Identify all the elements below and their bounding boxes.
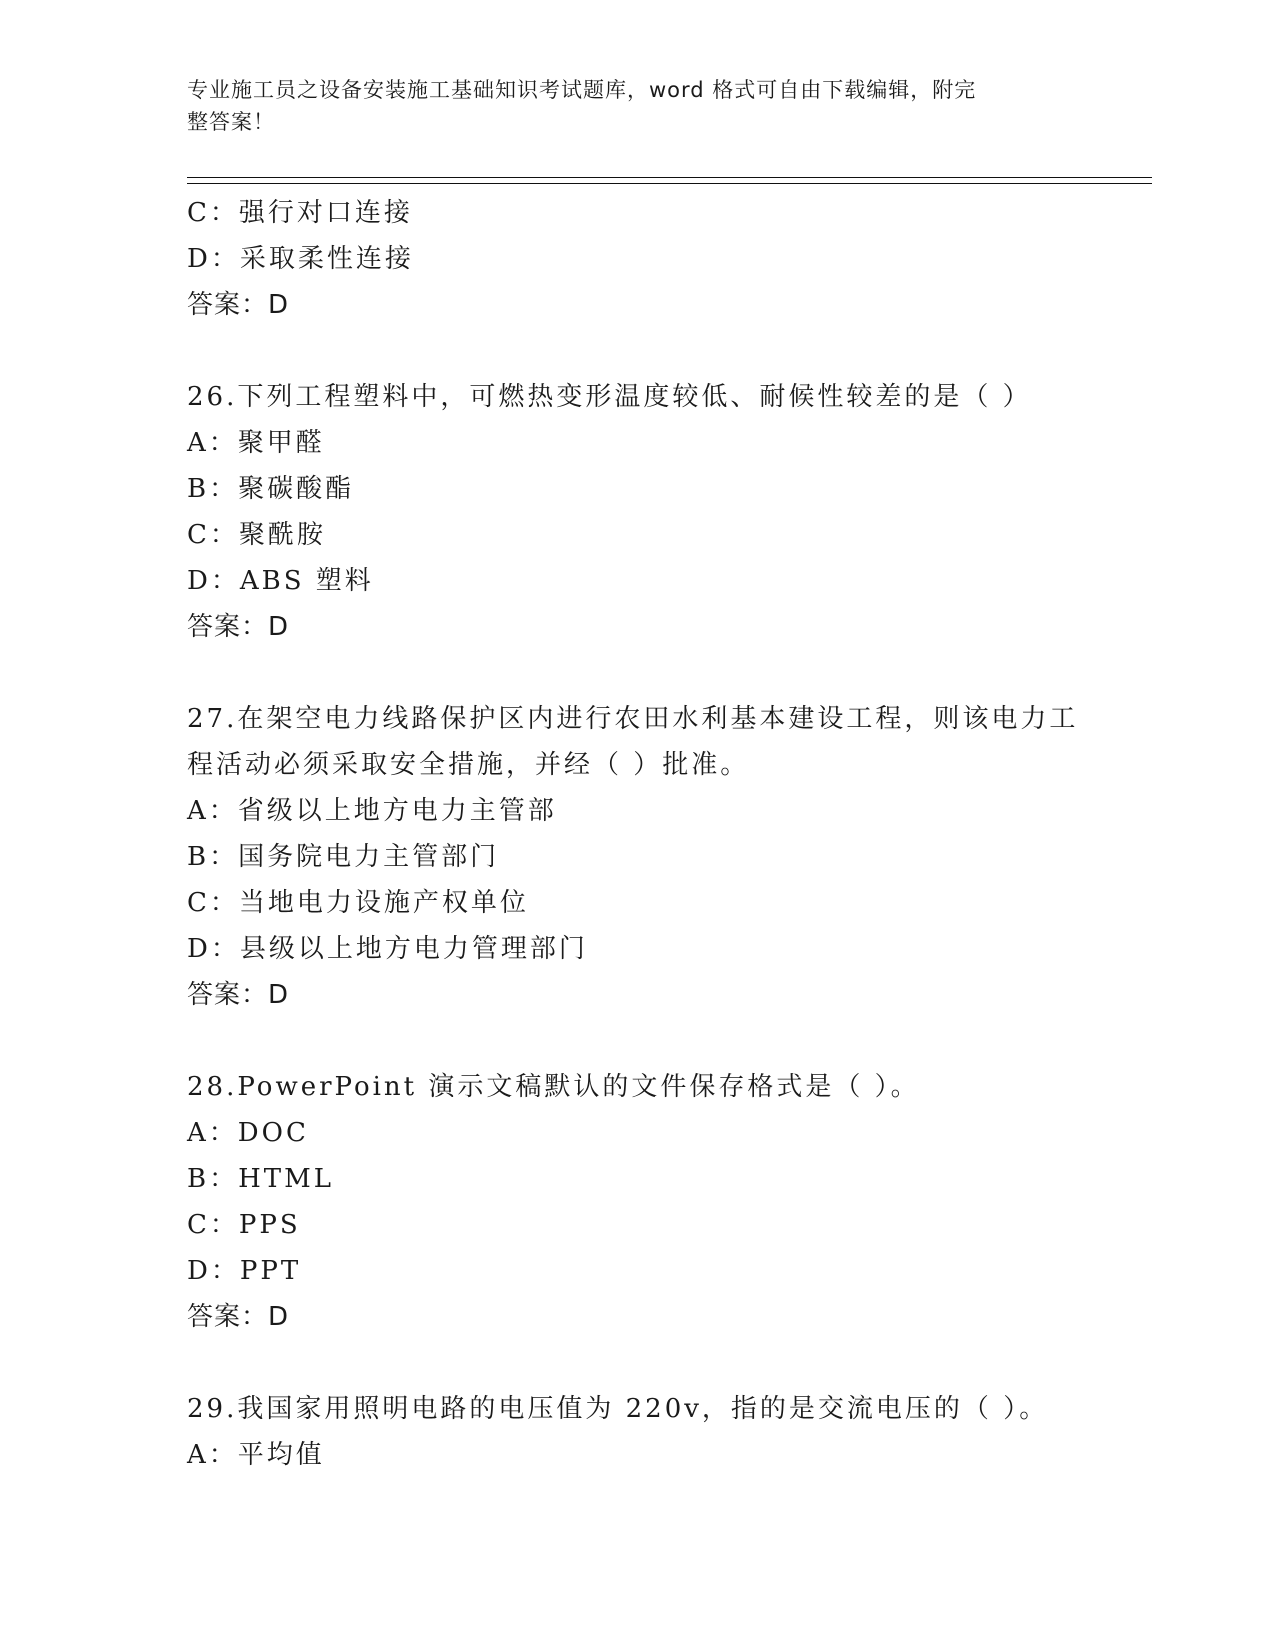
- option-a: A：平均值: [187, 1440, 325, 1470]
- question-26: [187, 374, 1147, 650]
- option-d: D：PPT: [187, 1256, 302, 1286]
- header-divider-top: [187, 177, 1152, 178]
- header-line-1: 专业施工员之设备安装施工基础知识考试题库，word 格式可自由下载编辑，附完: [187, 78, 977, 102]
- document-body: [187, 190, 1147, 1478]
- answer-line: 答案：D: [187, 1302, 290, 1332]
- header-divider-bottom: [187, 183, 1152, 184]
- question-text-line-2: 程活动必须采取安全措施，并经（ ）批准。: [187, 750, 750, 780]
- header-line-2: 整答案！: [187, 110, 275, 134]
- option-b: B：HTML: [187, 1164, 335, 1194]
- option-a: A：省级以上地方电力主管部: [187, 796, 557, 826]
- question-27: [187, 696, 1147, 1018]
- option-d: D：县级以上地方电力管理部门: [187, 934, 588, 964]
- question-29: [187, 1386, 1147, 1478]
- option-a: A：聚甲醛: [187, 428, 325, 458]
- option-b: B：国务院电力主管部门: [187, 842, 500, 872]
- question-text: 28.PowerPoint 演示文稿默认的文件保存格式是（ ）。: [187, 1072, 920, 1102]
- document-header: [187, 74, 1067, 138]
- option-c: C：PPS: [187, 1210, 301, 1240]
- question-25-fragment: [187, 190, 1147, 328]
- answer-line: 答案：D: [187, 980, 290, 1010]
- answer-line: 答案：D: [187, 290, 290, 320]
- question-text-line-1: 27.在架空电力线路保护区内进行农田水利基本建设工程，则该电力工: [187, 704, 1079, 734]
- spacer: [187, 1018, 1147, 1064]
- spacer: [187, 650, 1147, 696]
- option-d: D：采取柔性连接: [187, 244, 414, 274]
- spacer: [187, 1340, 1147, 1386]
- question-text: 26.下列工程塑料中，可燃热变形温度较低、耐候性较差的是（ ）: [187, 382, 1032, 412]
- option-a: A：DOC: [187, 1118, 309, 1148]
- question-28: [187, 1064, 1147, 1340]
- option-c: C：聚酰胺: [187, 520, 326, 550]
- option-b: B：聚碳酸酯: [187, 474, 355, 504]
- option-c: C：强行对口连接: [187, 198, 413, 228]
- answer-line: 答案：D: [187, 612, 290, 642]
- spacer: [187, 328, 1147, 374]
- question-text: 29.我国家用照明电路的电压值为 220v，指的是交流电压的（ ）。: [187, 1394, 1049, 1424]
- option-c: C：当地电力设施产权单位: [187, 888, 529, 918]
- option-d: D：ABS 塑料: [187, 566, 374, 596]
